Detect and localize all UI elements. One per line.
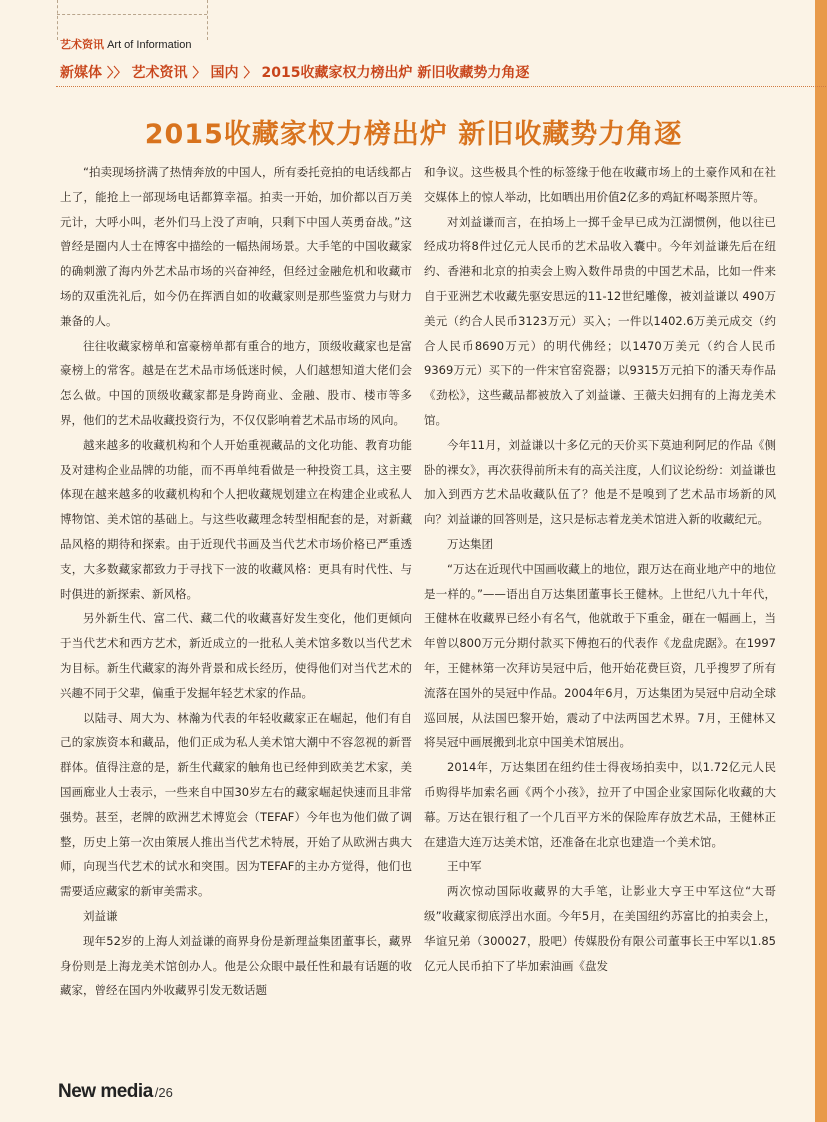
article-paragraph: 以陆寻、周大为、林瀚为代表的年轻收藏家正在崛起，他们有自己的家族资本和藏品，他们正成为私人美术馆大潮中不容忽视的新晋群体。值得注意的是，新生代藏家的触角也已经伸到欧美艺术家，美国画廊业人士表示，一些来自中国30岁左右的藏家崛起快速而且非常强势。甚至，老牌的欧洲艺术博览会（TEFAF）今年也为他们做了调整，历史上第一次由策展人推出当代艺术特展，开始了从欧洲古典大师，向现当代艺术的试水和突围。因为TEFAF的主办方觉得，他们也需要适应藏家的新审美需求。 (60, 710, 412, 899)
breadcrumb-separator: 〉 (243, 66, 257, 81)
article-paragraph: 2014年，万达集团在纽约佳士得夜场拍卖中，以1.72亿元人民币购得毕加索名画《两个小孩》，拉开了中国企业家国际化收藏的大幕。万达在银行租了一个几百平方米的保险库存放艺术品，王健林正在建造大连万达美术馆，还准备在北京也建造一个美术馆。 (424, 760, 776, 849)
article-paragraph: “万达在近现代中国画收藏上的地位，跟万达在商业地产中的地位是一样的。”——语出自万达集团董事长王健林。上世纪八九十年代，王健林在收藏界已经小有名气，他就敢于下重金，砸在一幅画上，当年曾以800万元分期付款买下傅抱石的代表作《龙盘虎踞》。在1997年，王健林第一次拜访吴冠中后，他开始花费巨资，几乎搜罗了所有流落在国外的吴冠中作品。2004年6月，万达集团为吴冠中启动全球巡回展，从法国巴黎开始，震动了中法两国艺术界。7月，王健林又将吴冠中画展搬到北京中国美术馆展出。 (424, 561, 776, 750)
article-title: 2015收藏家权力榜出炉 新旧收藏势力角逐 (144, 119, 683, 150)
breadcrumb-item-new-media[interactable]: 新媒体 (60, 65, 102, 81)
article-paragraph: 越来越多的收藏机构和个人开始重视藏品的文化功能、教育功能及对建构企业品牌的功能，而不再单纯看做是一种投资工具，这主要体现在越来越多的收藏机构和个人把收藏规划建立在构建企业或私人博物馆、美术馆的基础上。与这些收藏理念转型相配套的是，对新藏品风格的期待和探索。由于近现代书画及当代艺术市场价格已严重透支，大多数藏家都致力于寻找下一波的收藏风格：更具有时代性、与时俱进的新探索、新风格。 (60, 437, 412, 601)
article-paragraph: 另外新生代、富二代、藏二代的收藏喜好发生变化，他们更倾向于当代艺术和西方艺术，新近成立的一批私人美术馆多数以当代艺术为目标。新生代藏家的海外背景和成长经历，使得他们对当代艺术的兴趣不同于父辈，偏重于发掘年轻艺术家的作品。 (60, 611, 412, 700)
article-paragraph: 对刘益谦而言，在拍场上一掷千金早已成为江湖惯例，他以往已经成功将8件过亿元人民币的艺术品收入囊中。今年刘益谦先后在纽约、香港和北京的拍卖会上购入数件昂贵的中国艺术品，比如一件来自于亚洲艺术收藏先驱安思远的11-12世纪雕像，被刘益谦以 490万美元（约合人民币3123万元）买入；一件以1402.6万美元成交（约合人民币8690万元）的明代佛经；以1470万美元（约合人民币9369万元）买下的一件宋官窑瓷器；以9315万元拍下的潘天寿作品《劲松》，这些藏品都被放入了刘益谦、王薇夫妇拥有的上海龙美术馆。 (424, 214, 776, 427)
magazine-brand: New media (58, 1081, 153, 1102)
breadcrumb-separator: 〉 (192, 66, 206, 81)
section-header (60, 36, 191, 52)
corner-guide-line (207, 0, 208, 40)
breadcrumb-current: 2015收藏家权力榜出炉 新旧收藏势力角逐 (261, 65, 530, 81)
article-column-left (60, 160, 412, 1003)
article-column-right (424, 160, 776, 978)
article-paragraph: 两次惊动国际收藏界的大手笔，让影业大亨王中军这位“大哥级”收藏家彻底浮出水面。今年5月，在美国纽约苏富比的拍卖会上，华谊兄弟（300027，股吧）传媒股份有限公司董事长王中军以1.85亿元人民币拍下了毕加索油画《盘发 (424, 884, 776, 973)
section-subheading: 万达集团 (447, 536, 493, 551)
article-paragraph: 往往收藏家榜单和富豪榜单都有重合的地方，顶级收藏家也是富豪榜上的常客。越是在艺术品市场低迷时候，人们越想知道大佬们会怎么做。中国的顶级收藏家都是身跨商业、金融、股市、楼市等多界，他们的艺术品收藏投资行为，不仅仅影响着艺术品市场的风向。 (60, 338, 412, 427)
section-subheading: 刘益谦 (83, 908, 118, 923)
corner-guide-line (57, 0, 58, 40)
breadcrumb-separator: 〉〉 (107, 66, 127, 81)
corner-guide-line (57, 14, 207, 15)
page-footer (58, 1081, 173, 1103)
article-paragraph: “拍卖现场挤满了热情奔放的中国人，所有委托竞拍的电话线都占上了，能抢上一部现场电话都算幸福。拍卖一开始，加价都以百万美元计，大呼小叫，老外们马上没了声响，只剩下中国人英勇奋战。”这曾经是圈内人士在博客中描绘的一幅热闹场景。大手笔的中国收藏家的确刺激了海内外艺术品市场的兴奋神经，但经过金融危机和收藏市场的双重洗礼后，如今仍在挥洒自如的收藏家则是那些鉴赏力与财力兼备的人。 (60, 165, 412, 328)
page-number: /26 (154, 1085, 173, 1100)
section-subheading: 王中军 (447, 859, 482, 874)
section-label-en: Art of Information (107, 39, 192, 51)
article-paragraph: 和争议。这些极具个性的标签缘于他在收藏市场上的土豪作风和在社交媒体上的惊人举动，比如晒出用价值2亿多的鸡缸杯喝茶照片等。 (424, 165, 776, 204)
section-label-cn: 艺术资讯 (60, 39, 104, 51)
article-paragraph: 现年52岁的上海人刘益谦的商界身份是新理益集团董事长，藏界身份则是上海龙美术馆创办人。他是公众眼中最任性和最有话题的收藏家，曾经在国内外收藏界引发无数话题 (60, 933, 412, 998)
breadcrumb (60, 62, 529, 82)
article-paragraph: 今年11月，刘益谦以十多亿元的天价买下莫迪利阿尼的作品《侧卧的裸女》，再次获得前所未有的高关注度，人们议论纷纷：刘益谦也加入到西方艺术品收藏队伍了？他是不是嗅到了艺术品市场新的风向？刘益谦的回答则是，这只是标志着龙美术馆进入新的收藏纪元。 (424, 437, 776, 527)
breadcrumb-item-domestic[interactable]: 国内 (210, 65, 239, 81)
side-color-bar (815, 0, 827, 1122)
breadcrumb-item-art-news[interactable]: 艺术资讯 (131, 65, 188, 81)
header-divider (56, 86, 826, 87)
